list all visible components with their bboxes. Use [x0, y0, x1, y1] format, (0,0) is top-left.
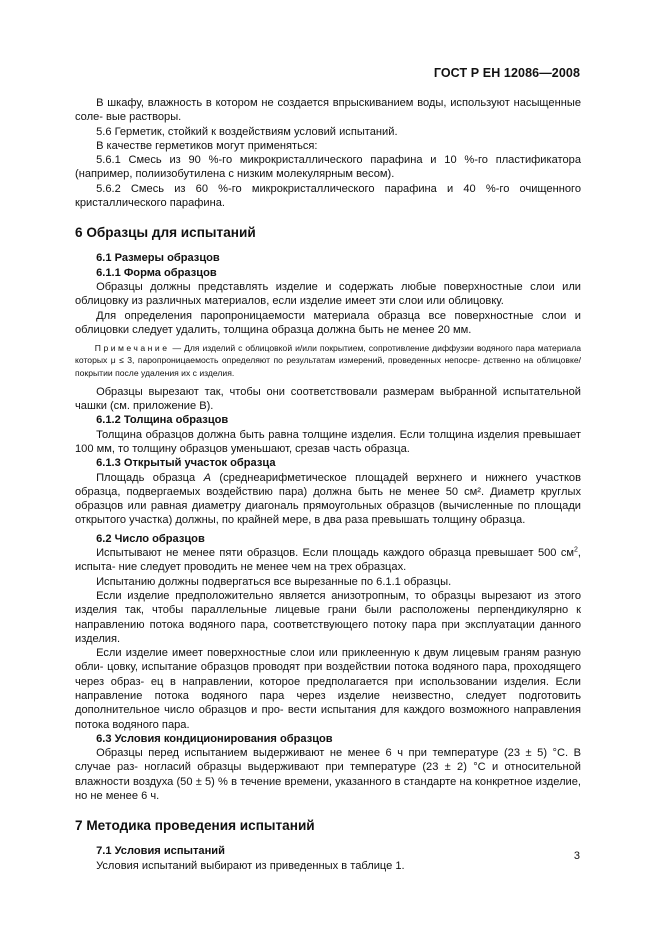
- section-heading-6: 6 Образцы для испытаний: [75, 225, 256, 241]
- paragraph-surface-layers: Если изделие имеет поверхностные слои или приклеенную к двум лицевым граням разную обли- цовку, испытание образцов проводят при воздействии потока водяного пара, проходящего через образ- ец в направлении, которое предполагается при использовании изделия. Если направление потока водяного пара через изделие неизвестно, следует подготовить дополнительное число образцов и про- вести испытания для каждого возможного направления потока водяного пара.: [75, 647, 581, 731]
- paragraph-specimen-cutting: Образцы вырезают так, чтобы они соответствовали размерам выбранной испытательной чашки (см. приложение В).: [75, 385, 581, 413]
- document-body: [75, 96, 581, 873]
- note-text: — Для изделий с облицовкой и/или покрытием, сопротивление диффузии водяного пара материала которых μ ≤ 3, паропроницаемость определяют по результатам измерений, проведенных непосре- дственно на облицовке/покрытии после удаления их с изделия.: [75, 343, 581, 378]
- note-label: Примечание: [94, 343, 170, 354]
- paragraph-open-area-start: Площадь образца: [96, 471, 204, 484]
- paragraph-sealants-intro: В качестве герметиков могут применяться:: [96, 139, 318, 152]
- paragraph-thickness: Толщина образцов должна быть равна толщине изделия. Если толщина изделия превышает 100 мм, то толщину образцов уменьшают, срезав часть образца.: [75, 428, 581, 455]
- paragraph-specimen-count: [75, 546, 581, 575]
- paragraph-conditioning: Образцы перед испытанием выдерживают не менее 6 ч при температуре (23 ± 5) °С. В случае раз- ногласий образцы выдерживают при температуре (23 ± 2) °С и относительной влажности воздуха (50 ± 5) % в течение времени, указанного в стандарте на конкретное изделие, но не менее 6 ч.: [75, 747, 581, 803]
- subsection-heading-6-1-3: 6.1.3 Открытый участок образца: [96, 457, 276, 470]
- paragraph-open-area: [75, 471, 581, 528]
- standard-header: ГОСТ Р ЕН 12086—2008: [433, 66, 580, 80]
- paragraph-specimen-representation: Образцы должны представлять изделие и содержать любые поверхностные слои или облицовку из различных материалов, если изделие имеет эти слои или облицовку.: [75, 280, 581, 308]
- note: [75, 342, 581, 379]
- paragraph-anisotropic: Если изделие предположительно является анизотропным, то образцы вырезают из этого изделия так, чтобы параллельные лицевые грани были расположены перпендикулярно к направлению потока водяного пара, соответствующего потоку пара при эксплуатации данного изделия.: [75, 589, 581, 645]
- variable-a: А: [203, 471, 211, 484]
- paragraph-humidity-cabinet: В шкафу, влажность в котором не создается впрыскиванием воды, используют насыщенные соле- вые растворы.: [75, 97, 581, 124]
- subsection-heading-6-1-2: 6.1.2 Толщина образцов: [96, 414, 229, 427]
- subsection-heading-6-1: 6.1 Размеры образцов: [96, 252, 220, 265]
- paragraph-5-6: 5.6 Герметик, стойкий к воздействиям условий испытаний.: [96, 125, 398, 138]
- paragraph-open-area-rest: (среднеарифметическое площадей верхнего и нижнего участков образца, подвергаемых воздействию пара) должна быть не менее 50 см². Диаметр круглых образцов или равная диаметру диагональ прямоугольных образцов (вычисленные по площади открытого участка) должны, по крайней мере, в два раза превышать толщину образца.: [75, 471, 581, 527]
- paragraph-5-6-2: 5.6.2 Смесь из 60 %-го микрокристаллического парафина и 40 %-го очищенного кристаллического парафина.: [75, 182, 581, 210]
- page-number: 3: [573, 850, 580, 862]
- paragraph-test-conditions: Условия испытаний выбирают из приведенных в таблице 1.: [96, 859, 405, 872]
- paragraph-5-6-1: 5.6.1 Смесь из 90 %-го микрокристаллического парафина и 10 %-го пластификатора (например, полиизобутилена с низким молекулярным весом).: [75, 154, 581, 181]
- superscript-2: 2: [574, 546, 578, 554]
- subsection-heading-6-3: 6.3 Условия кондиционирования образцов: [96, 732, 333, 745]
- paragraph-specimen-thickness-min: Для определения паропроницаемости материала образца все поверхностные слои и облицовки следует удалить, толщина образца должна быть не менее 20 мм.: [75, 309, 581, 336]
- paragraph-all-specimens: Испытанию должны подвергаться все вырезанные по 6.1.1 образцы.: [96, 575, 452, 588]
- subsection-heading-6-1-1: 6.1.1 Форма образцов: [96, 266, 217, 279]
- paragraph-specimen-count-rest: , испыта- ние следует проводить не менее чем на трех образцах.: [75, 547, 581, 574]
- subsection-heading-6-2: 6.2 Число образцов: [96, 532, 205, 545]
- subsection-heading-7-1: 7.1 Условия испытаний: [96, 845, 225, 858]
- paragraph-specimen-count-start: Испытывают не менее пяти образцов. Если площадь каждого образца превышает 500 см: [96, 547, 574, 560]
- section-heading-7: 7 Методика проведения испытаний: [75, 818, 315, 834]
